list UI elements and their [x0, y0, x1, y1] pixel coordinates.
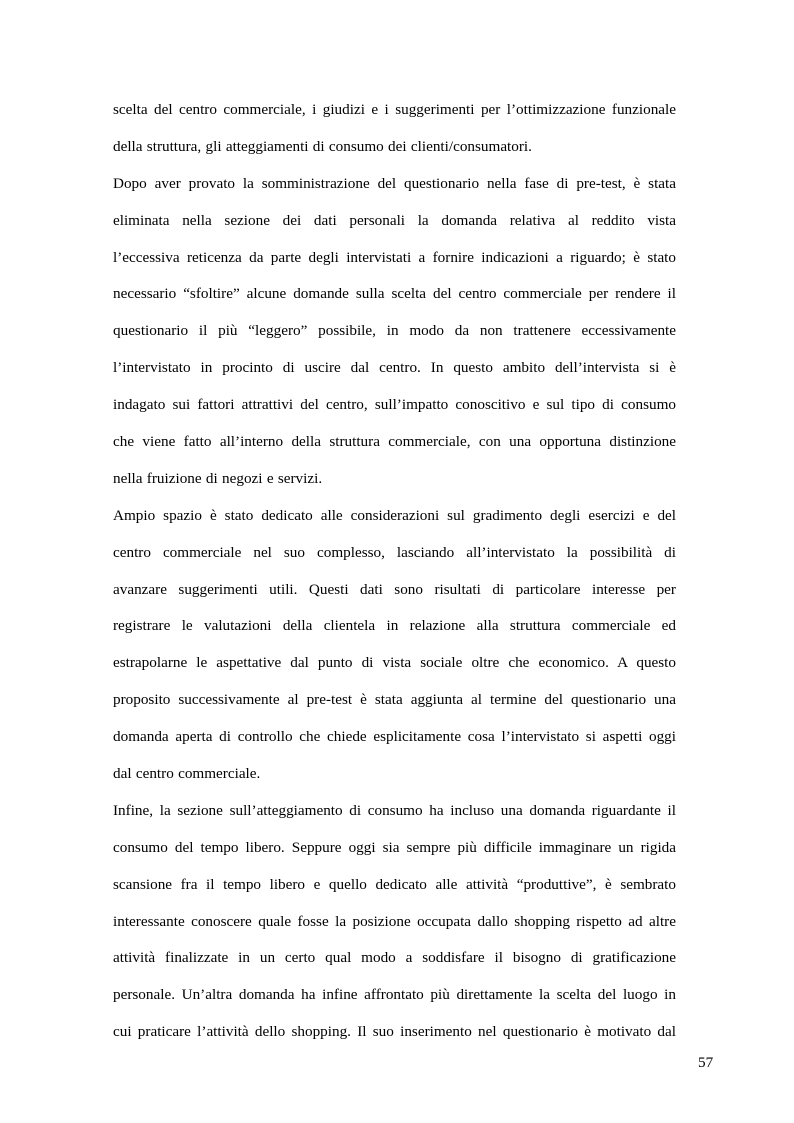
text-line: avanzare suggerimenti utili. Questi dati sono risultati di particolare interesse per: [113, 580, 676, 598]
document-body: [113, 92, 676, 1051]
text-line: nella fruizione di negozi e servizi.: [113, 469, 323, 487]
text-line: Ampio spazio è stato dedicato alle considerazioni sul gradimento degli esercizi e del: [113, 506, 676, 524]
text-line: eliminata nella sezione dei dati personali la domanda relativa al reddito vista: [113, 211, 676, 229]
text-line: Dopo aver provato la somministrazione del questionario nella fase di pre-test, è stata: [113, 174, 676, 192]
text-line: indagato sui fattori attrattivi del centro, sull’impatto conoscitivo e sul tipo di consumo: [113, 396, 676, 414]
text-line: personale. Un’altra domanda ha infine affrontato più direttamente la scelta del luogo in: [113, 986, 676, 1004]
text-line: che viene fatto all’interno della struttura commerciale, con una opportuna distinzione: [113, 433, 676, 451]
text-line: domanda aperta di controllo che chiede esplicitamente cosa l’intervistato si aspetti oggi: [113, 728, 676, 746]
paragraph-2: [113, 166, 676, 498]
text-line: necessario “sfoltire” alcune domande sulla scelta del centro commerciale per rendere il: [113, 285, 676, 303]
paragraph-4: [113, 793, 676, 1051]
text-line: attività finalizzate in un certo qual modo a soddisfare il bisogno di gratificazione: [113, 949, 676, 967]
text-line: l’intervistato in procinto di uscire dal centro. In questo ambito dell’intervista si è: [113, 359, 676, 377]
text-line: estrapolarne le aspettative dal punto di vista sociale oltre che economico. A questo: [113, 654, 676, 672]
text-line: Infine, la sezione sull’atteggiamento di consumo ha incluso una domanda riguardante il: [113, 801, 676, 819]
text-line: scansione fra il tempo libero e quello dedicato alle attività “produttive”, è sembrato: [113, 875, 676, 893]
text-line: registrare le valutazioni della clientela in relazione alla struttura commerciale ed: [113, 617, 676, 635]
text-line: della struttura, gli atteggiamenti di consumo dei clienti/consumatori.: [113, 137, 532, 155]
text-line: l’eccessiva reticenza da parte degli intervistati a fornire indicazioni a riguardo; è stato: [113, 248, 676, 266]
text-line: proposito successivamente al pre-test è stata aggiunta al termine del questionario una: [113, 691, 676, 709]
text-line: dal centro commerciale.: [113, 765, 261, 783]
text-line: centro commerciale nel suo complesso, lasciando all’intervistato la possibilità di: [113, 543, 676, 561]
text-line: consumo del tempo libero. Seppure oggi sia sempre più difficile immaginare un rigida: [113, 838, 676, 856]
page-number: 57: [698, 1054, 714, 1071]
text-line: questionario il più “leggero” possibile, in modo da non trattenere eccessivamente: [113, 322, 676, 340]
paragraph-3: [113, 498, 676, 793]
text-line: cui praticare l’attività dello shopping. Il suo inserimento nel questionario è motivato dal: [113, 1023, 676, 1041]
text-line: scelta del centro commerciale, i giudizi e i suggerimenti per l’ottimizzazione funzionale: [113, 101, 676, 118]
paragraph-1: [113, 92, 676, 166]
text-line: interessante conoscere quale fosse la posizione occupata dallo shopping rispetto ad altre: [113, 912, 676, 930]
